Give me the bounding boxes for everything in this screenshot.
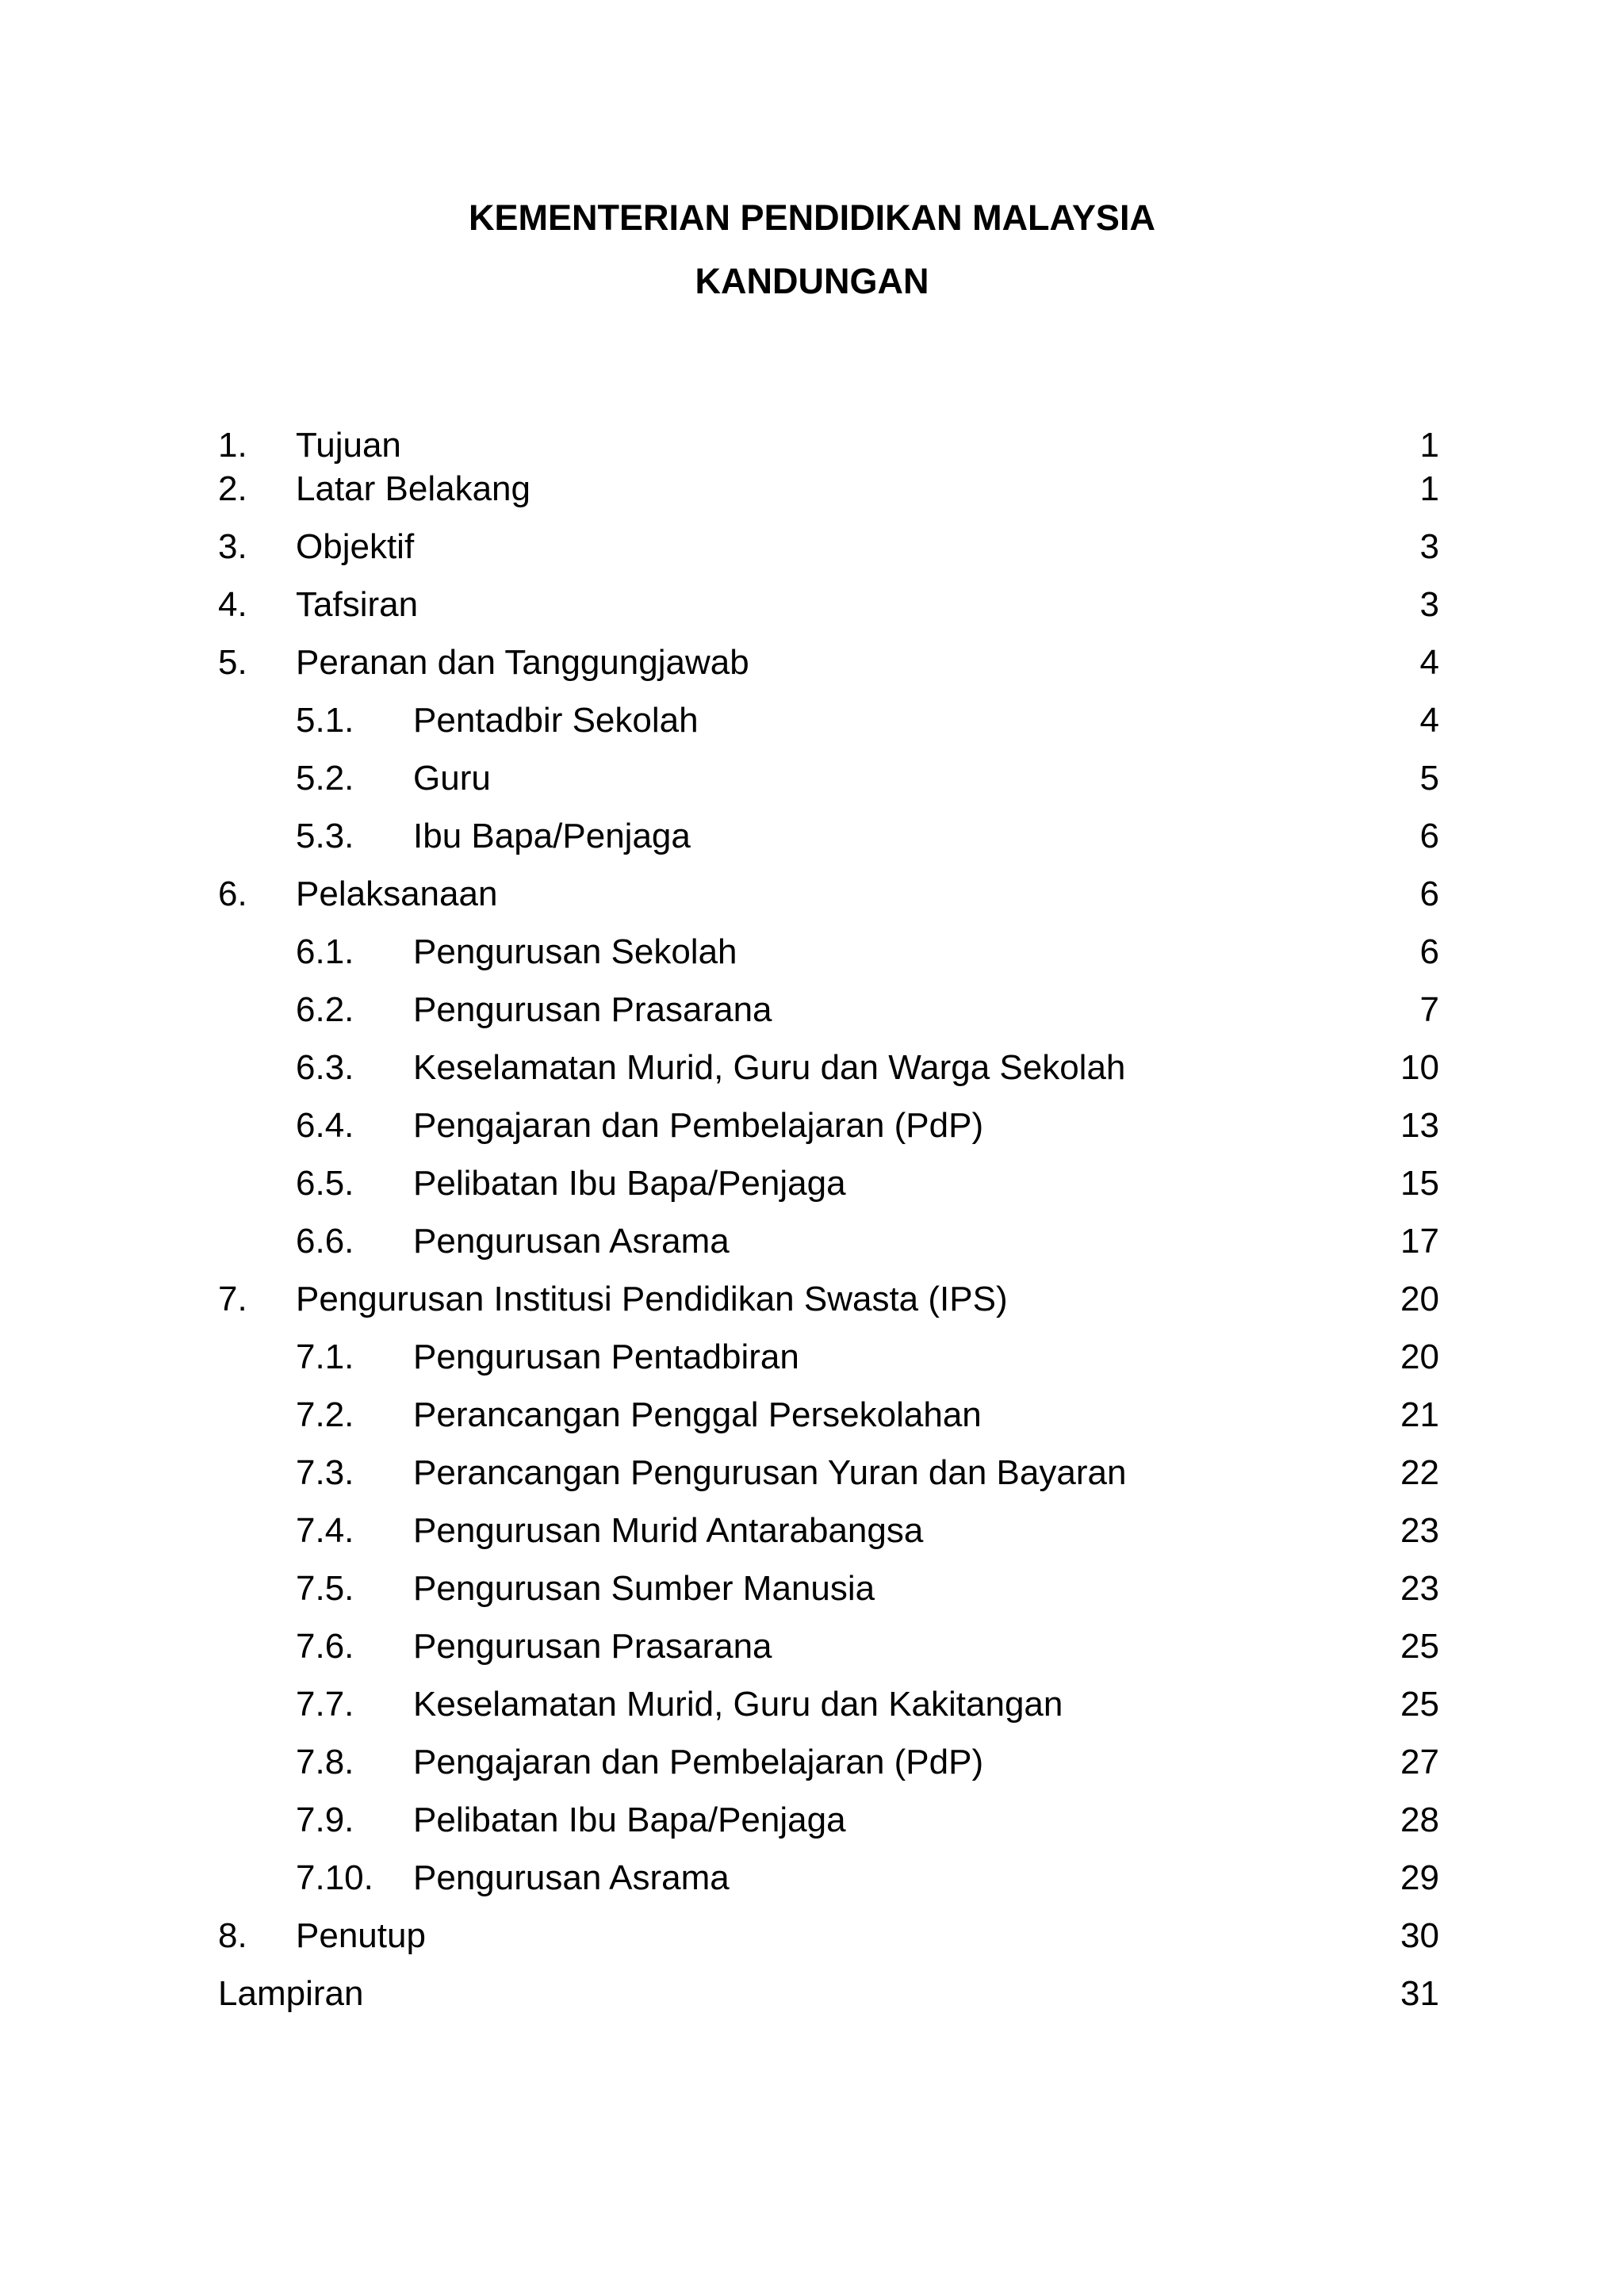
toc-entry-label: Perancangan Penggal Persekolahan — [413, 1395, 982, 1434]
toc-entry-number: 7.8. — [296, 1743, 354, 1781]
toc-entry-label: Pengurusan Pentadbiran — [413, 1337, 799, 1376]
toc-entry-number: 6.1. — [296, 932, 354, 971]
toc-entry — [218, 1739, 1439, 1797]
table-of-contents — [218, 423, 1439, 2029]
toc-entry — [218, 524, 1439, 582]
toc-entry — [218, 1508, 1439, 1566]
toc-entry — [218, 929, 1439, 987]
toc-entry-label: Pelibatan Ibu Bapa/Penjaga — [413, 1800, 846, 1839]
toc-entry-number: 7.4. — [296, 1511, 354, 1550]
toc-entry-label: Pengajaran dan Pembelajaran (PdP) — [413, 1743, 984, 1781]
toc-entry — [218, 756, 1439, 813]
toc-entry — [218, 1045, 1439, 1103]
toc-entry-number: 7.10. — [296, 1858, 373, 1897]
toc-entry-number: 6.3. — [296, 1048, 354, 1087]
toc-entry-page-number: 4 — [1419, 701, 1439, 740]
toc-entry — [218, 1797, 1439, 1855]
toc-entry — [218, 698, 1439, 756]
toc-entry-page-number: 6 — [1419, 932, 1439, 971]
toc-entry — [218, 1855, 1439, 1913]
toc-entry — [218, 871, 1439, 929]
toc-entry — [218, 423, 1439, 466]
toc-entry-page-number: 15 — [1400, 1164, 1439, 1203]
toc-entry-page-number: 7 — [1419, 990, 1439, 1029]
toc-entry-number: 6. — [218, 874, 247, 913]
toc-entry-label: Pengurusan Prasarana — [413, 1627, 772, 1666]
toc-entry — [218, 1392, 1439, 1450]
toc-entry-label: Tafsiran — [296, 585, 419, 624]
toc-entry-page-number: 5 — [1419, 759, 1439, 798]
toc-entry-page-number: 23 — [1400, 1511, 1439, 1550]
toc-entry-label: Pengurusan Sekolah — [413, 932, 737, 971]
toc-entry-number: 5. — [218, 643, 247, 682]
toc-entry-number: 7.2. — [296, 1395, 354, 1434]
toc-entry-label: Perancangan Pengurusan Yuran dan Bayaran — [413, 1453, 1127, 1492]
toc-entry-number: 6.2. — [296, 990, 354, 1029]
toc-entry-label: Pengurusan Asrama — [413, 1222, 730, 1261]
toc-entry-label: Pelibatan Ibu Bapa/Penjaga — [413, 1164, 846, 1203]
toc-entry — [218, 1450, 1439, 1508]
toc-entry-number: 3. — [218, 527, 247, 566]
toc-entry-number: 7. — [218, 1280, 247, 1318]
toc-entry — [218, 987, 1439, 1045]
toc-entry-label: Pengurusan Prasarana — [413, 990, 772, 1029]
toc-entry — [218, 640, 1439, 698]
toc-entry-label: Pengurusan Murid Antarabangsa — [413, 1511, 924, 1550]
toc-entry — [218, 466, 1439, 524]
toc-entry-label: Ibu Bapa/Penjaga — [413, 817, 691, 855]
toc-entry-number: 4. — [218, 585, 247, 624]
toc-entry-page-number: 21 — [1400, 1395, 1439, 1434]
toc-entry-page-number: 25 — [1400, 1627, 1439, 1666]
toc-entry — [218, 813, 1439, 871]
toc-entry-label: Guru — [413, 759, 491, 798]
toc-entry — [218, 1276, 1439, 1334]
toc-entry-number: 7.6. — [296, 1627, 354, 1666]
toc-entry-number: 5.2. — [296, 759, 354, 798]
page-title: KANDUNGAN — [695, 261, 929, 301]
toc-entry-label: Pelaksanaan — [296, 874, 498, 913]
toc-entry-label: Pengurusan Sumber Manusia — [413, 1569, 875, 1608]
toc-entry-label: Keselamatan Murid, Guru dan Warga Sekolah — [413, 1048, 1126, 1087]
toc-entry-number: 7.3. — [296, 1453, 354, 1492]
toc-entry-label: Pentadbir Sekolah — [413, 701, 699, 740]
toc-entry-page-number: 20 — [1400, 1280, 1439, 1318]
toc-entry — [218, 1682, 1439, 1739]
toc-entry-label: Keselamatan Murid, Guru dan Kakitangan — [413, 1685, 1063, 1724]
toc-entry-page-number: 4 — [1419, 643, 1439, 682]
toc-entry-page-number: 31 — [1400, 1974, 1439, 2013]
toc-entry-label: Lampiran — [218, 1974, 364, 2013]
toc-entry — [218, 1624, 1439, 1682]
toc-entry-label: Latar Belakang — [296, 469, 530, 508]
toc-entry-number: 7.7. — [296, 1685, 354, 1724]
toc-entry-number: 5.3. — [296, 817, 354, 855]
toc-entry-number: 6.6. — [296, 1222, 354, 1261]
toc-entry-page-number: 23 — [1400, 1569, 1439, 1608]
toc-entry-page-number: 1 — [1419, 469, 1439, 508]
toc-entry-label: Penutup — [296, 1916, 426, 1955]
toc-entry — [218, 1103, 1439, 1161]
toc-entry — [218, 1971, 1439, 2029]
toc-entry — [218, 1161, 1439, 1219]
toc-entry-number: 6.4. — [296, 1106, 354, 1145]
toc-entry-page-number: 3 — [1419, 527, 1439, 566]
toc-entry-number: 7.1. — [296, 1337, 354, 1376]
toc-entry-page-number: 27 — [1400, 1743, 1439, 1781]
toc-entry-page-number: 25 — [1400, 1685, 1439, 1724]
toc-entry-number: 8. — [218, 1916, 247, 1955]
toc-entry-page-number: 28 — [1400, 1800, 1439, 1839]
toc-entry — [218, 582, 1439, 640]
toc-entry-label: Pengurusan Institusi Pendidikan Swasta (IPS) — [296, 1280, 1008, 1318]
toc-entry-number: 5.1. — [296, 701, 354, 740]
toc-entry-page-number: 10 — [1400, 1048, 1439, 1087]
toc-entry-number: 7.9. — [296, 1800, 354, 1839]
toc-entry-page-number: 6 — [1419, 874, 1439, 913]
toc-entry — [218, 1219, 1439, 1276]
toc-entry-label: Peranan dan Tanggungjawab — [296, 643, 749, 682]
toc-entry-page-number: 30 — [1400, 1916, 1439, 1955]
toc-entry-page-number: 29 — [1400, 1858, 1439, 1897]
toc-entry-page-number: 6 — [1419, 817, 1439, 855]
toc-entry-label: Objektif — [296, 527, 415, 566]
toc-entry — [218, 1913, 1439, 1971]
toc-entry — [218, 1566, 1439, 1624]
toc-entry-label: Pengajaran dan Pembelajaran (PdP) — [413, 1106, 984, 1145]
toc-entry-number: 6.5. — [296, 1164, 354, 1203]
toc-entry-page-number: 3 — [1419, 585, 1439, 624]
toc-entry-number: 2. — [218, 469, 247, 508]
toc-entry-page-number: 20 — [1400, 1337, 1439, 1376]
toc-entry-page-number: 17 — [1400, 1222, 1439, 1261]
toc-entry-page-number: 1 — [1419, 426, 1439, 465]
toc-entry-label: Tujuan — [296, 426, 401, 465]
toc-entry-label: Pengurusan Asrama — [413, 1858, 730, 1897]
toc-entry-page-number: 22 — [1400, 1453, 1439, 1492]
organization-title: KEMENTERIAN PENDIDIKAN MALAYSIA — [469, 197, 1155, 238]
toc-entry-number: 7.5. — [296, 1569, 354, 1608]
toc-entry — [218, 1334, 1439, 1392]
toc-entry-page-number: 13 — [1400, 1106, 1439, 1145]
toc-entry-number: 1. — [218, 426, 247, 465]
